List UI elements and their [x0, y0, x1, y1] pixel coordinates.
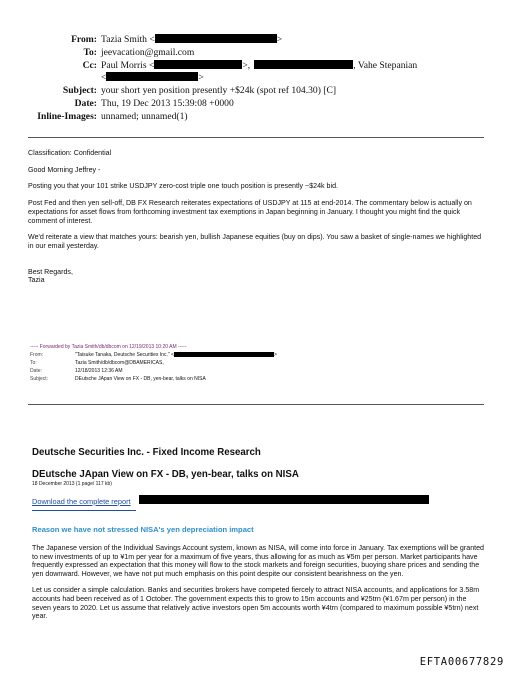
cc-value-line2: < >: [101, 72, 204, 83]
date-value: Thu, 19 Dec 2013 15:39:08 +0000: [101, 98, 234, 109]
fwd-to-value: Tazia Smith/db/dbcom@DBAMERICAS,: [75, 360, 164, 366]
inline-images-label: Inline-Images:: [37, 111, 97, 122]
fwd-subject-value: DEutsche JApan View on FX - DB, yen-bear, talks on NISA: [75, 376, 206, 382]
report-title: DEutsche JApan View on FX - DB, yen-bear, talks on NISA: [32, 469, 299, 480]
signature: Tazia: [28, 276, 45, 285]
paragraph: We'd reiterate a view that matches yours: bearish yen, bullish Japanese equities (buy on dips). You saw a basket of single-names we highlighted in our email yesterday.: [28, 233, 482, 250]
to-value[interactable]: jeevacation@gmail.com: [101, 47, 195, 58]
fwd-date-value: 12/18/2013 12:36 AM: [75, 368, 123, 374]
paragraph: The Japanese version of the Individual Savings Account system, known as NISA, will come into force in January. Tax exemptions will be granted to new investments of up to ¥1m per year for a maximum of five years, thus allowing for as much as ¥5m per person. Market participants have frequently expressed an expectation that this money will flow to the stock markets and foreign securities, buoying share prices and sending the yen downward. However, we have not put much emphasis on this point despite our consistent bearishness on the yen.: [32, 544, 484, 578]
message-body: [28, 149, 483, 285]
divider: [28, 404, 484, 405]
fwd-from-key: From:: [30, 352, 44, 358]
report-body: [32, 544, 484, 621]
subject-label: Subject:: [62, 85, 97, 96]
fwd-date-key: Date:: [30, 368, 42, 374]
forwarded-meta: [30, 352, 470, 392]
divider: [28, 137, 484, 138]
report-org: Deutsche Securities Inc. - Fixed Income Research: [32, 447, 261, 458]
forwarded-title: ----- Forwarded by Tazia Smith/db/dbcom on 12/19/2013 10:20 AM -----: [30, 344, 187, 350]
paragraph: Let us consider a simple calculation. Banks and securities brokers have competed fiercely to attract NISA accounts, and applications for 3.58m accounts had been received as of 1 October. The government expects this to grow to 15m accounts and ¥25trn (¥1.67m per person) in the seven years to 2020. Let us assume that relatively active investors open 5m accounts worth ¥4trn (compared to maximum possible ¥5trn) next year.: [32, 586, 480, 621]
inline-images-value: unnamed; unnamed(1): [101, 111, 188, 122]
section-heading: Reason we have not stressed NISA's yen depreciation impact: [32, 525, 254, 534]
redaction: [139, 495, 429, 504]
redaction: [174, 352, 274, 357]
cc-label: Cc:: [82, 60, 97, 71]
report-meta: 18 December 2013 (1 page/ 117 kb): [32, 481, 112, 487]
closing: Best Regards,: [28, 267, 73, 276]
paragraph: Post Fed and then yen sell-off, DB FX Research reiterates expectations of USDJPY at 115 at end-2014. The commentary below is actually on expectations for asset flows from forthcoming investment tax exemptions in Japan beginning in January. I thought you might find the quick comment of interest.: [28, 199, 472, 225]
download-report-link[interactable]: Download the complete report: [32, 497, 131, 506]
redaction: [154, 60, 242, 69]
fwd-to-key: To:: [30, 360, 37, 366]
cc-value: Paul Morris < >, , Vahe Stepanian: [101, 60, 418, 71]
from-label: From:: [71, 34, 97, 45]
classification: Classification: Confidential: [28, 149, 112, 157]
date-label: Date:: [74, 98, 97, 109]
greeting: Good Morning Jeffrey -: [28, 165, 101, 174]
subject-value: your short yen position presently +$24k (spot ref 104.30) [C]: [101, 85, 337, 96]
fwd-from-value: "Taisuke Tanaka, Deutsche Securities Inc." < >: [75, 352, 277, 358]
paragraph: Posting you that your 101 strike USDJPY zero-cost triple one touch position is presently ~$24k bid.: [28, 182, 338, 191]
redaction: [155, 34, 277, 43]
to-label: To:: [83, 47, 97, 58]
email-header: [0, 0, 512, 120]
fwd-subject-key: Subject:: [30, 376, 49, 382]
document-id: EFTA00677829: [419, 656, 504, 668]
redaction: [254, 60, 353, 69]
link-underline: [32, 510, 136, 511]
from-value: Tazia Smith < >: [101, 34, 283, 45]
redaction: [106, 72, 198, 81]
